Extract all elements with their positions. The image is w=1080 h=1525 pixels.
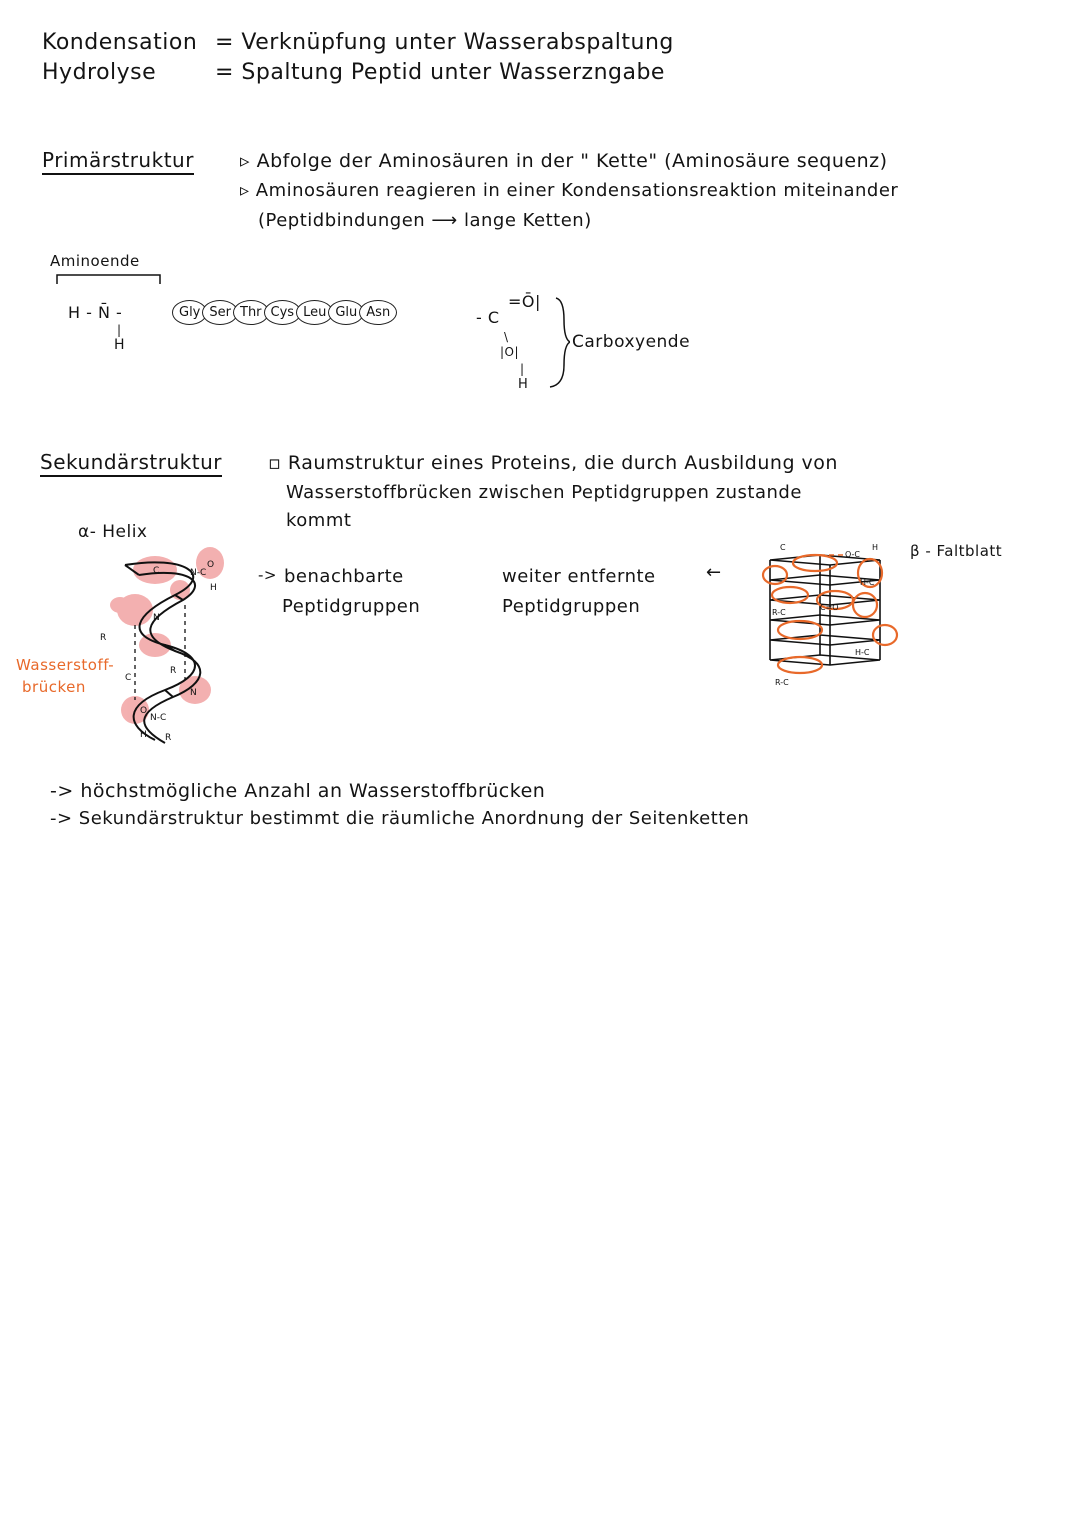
weiter-entfernte-text: weiter entfernte: [502, 566, 656, 587]
primaer-point-3: (Peptidbindungen ⟶ lange Ketten): [258, 210, 592, 231]
right-arrow: ←: [706, 562, 722, 583]
svg-text:H: H: [210, 583, 217, 593]
amino-acid-chain: [172, 300, 397, 325]
amino-acid-ser: Ser: [202, 300, 238, 325]
carboxyende-label: Carboxyende: [572, 332, 691, 352]
amino-acid-gly: Gly: [172, 300, 207, 325]
svg-text:H: H: [140, 730, 147, 740]
benachbarte-peptidgruppen-text: Peptidgruppen: [282, 596, 421, 617]
aminoende-label: Aminoende: [50, 252, 140, 270]
sekundaer-line-2: Wasserstoffbrücken zwischen Peptidgruppen zustande: [286, 482, 802, 503]
carboxy-double-o: =Ō|: [508, 292, 541, 311]
left-arrow: ->: [258, 566, 277, 584]
carboxy-h: H: [518, 377, 529, 392]
svg-text:N: N: [153, 613, 160, 623]
svg-text:O-C: O-C: [845, 550, 860, 559]
amino-acid-leu: Leu: [296, 300, 333, 325]
carboxy-single-o: |O|: [500, 345, 520, 359]
primaer-point-2: ▹ Aminosäuren reagieren in einer Kondensationsreaktion miteinander: [240, 180, 899, 201]
carboxy-bond: \: [504, 330, 509, 344]
wasserstoffbruecken-label-2: brücken: [22, 678, 86, 696]
kondensation-definition: = Verknüpfung unter Wasserabspaltung: [215, 30, 674, 55]
alpha-helix-label: α- Helix: [78, 522, 148, 542]
amino-h: H: [114, 337, 126, 353]
carboxyende-bracket: [540, 295, 570, 390]
alpha-helix-diagram: [95, 545, 230, 750]
svg-text:C=O: C=O: [820, 603, 839, 612]
svg-text:R-C: R-C: [772, 608, 786, 617]
svg-text:N: N: [190, 688, 197, 698]
svg-text:R-C: R-C: [775, 678, 789, 687]
amino-acid-asn: Asn: [359, 300, 397, 325]
summary-line-2: -> Sekundärstruktur bestimmt die räumliche Anordnung der Seitenketten: [50, 808, 750, 829]
beta-faltblatt-label: β - Faltblatt: [910, 542, 1003, 560]
svg-text:R: R: [165, 733, 172, 743]
svg-text:C: C: [780, 543, 786, 552]
svg-text:N-C: N-C: [190, 568, 207, 578]
svg-text:O: O: [207, 560, 215, 570]
carboxy-bond-2: |: [520, 362, 525, 376]
amino-acid-glu: Glu: [328, 300, 364, 325]
wasserstoffbruecken-label-1: Wasserstoff-: [16, 656, 115, 674]
amino-bond-line: |: [117, 323, 122, 337]
sekundaer-line-3: kommt: [286, 510, 352, 531]
svg-text:H-C: H-C: [855, 648, 870, 657]
primaer-point-1: ▹ Abfolge der Aminosäuren in der " Kette" (Aminosäure sequenz): [240, 150, 888, 172]
sekundaer-line-1: ▫ Raumstruktur eines Proteins, die durch Ausbildung von: [268, 452, 838, 474]
kondensation-term: Kondensation: [42, 30, 198, 55]
amino-acid-cys: Cys: [264, 300, 302, 325]
hydrolyse-term: Hydrolyse: [42, 60, 157, 85]
svg-text:C: C: [153, 566, 160, 576]
beta-faltblatt-diagram: [760, 535, 910, 695]
svg-text:C: C: [125, 673, 132, 683]
entfernte-peptidgruppen-text: Peptidgruppen: [502, 596, 641, 617]
svg-text:O: O: [140, 706, 148, 716]
hydrolyse-definition: = Spaltung Peptid unter Wasserzngabe: [215, 60, 665, 85]
carboxy-c: - C: [476, 308, 500, 327]
svg-text:R: R: [170, 666, 177, 676]
benachbarte-text: benachbarte: [284, 566, 404, 587]
aminoende-bracket: [55, 272, 165, 286]
svg-text:H-C: H-C: [860, 578, 875, 587]
svg-text:N-C: N-C: [150, 713, 167, 723]
svg-text:H: H: [872, 543, 879, 552]
sekundaerstruktur-heading: Sekundärstruktur: [40, 450, 222, 477]
amino-acid-thr: Thr: [233, 300, 269, 325]
summary-line-1: -> höchstmögliche Anzahl an Wasserstoffbrücken: [50, 780, 546, 802]
amino-group: H - N̄ -: [68, 303, 123, 322]
svg-text:R: R: [100, 633, 107, 643]
primaerstruktur-heading: Primärstruktur: [42, 148, 194, 175]
